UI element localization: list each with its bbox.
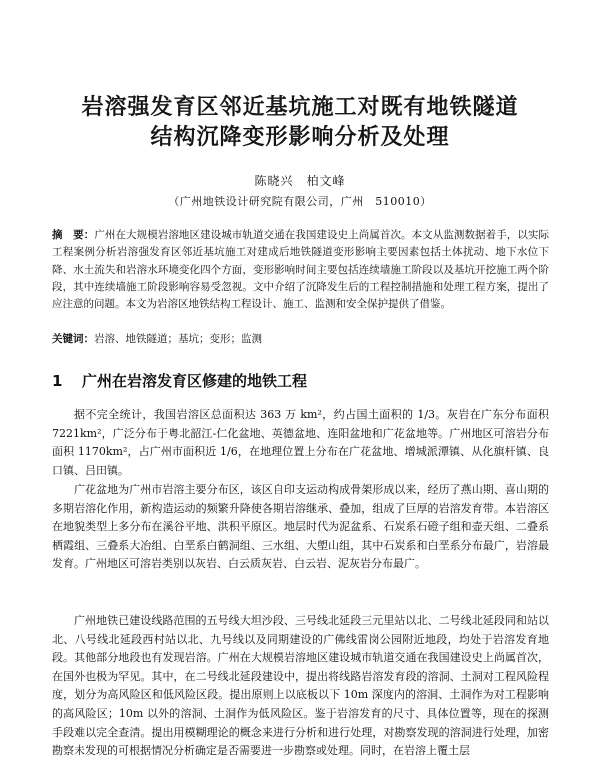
section-title: 广州在岩溶发育区修建的地铁工程 <box>82 372 308 390</box>
body-paragraph-2: 广花盆地为广州市岩溶主要分布区，该区自印支运动构成骨架形成以来，经历了燕山期、喜山期的多期岩溶化作用，新构造运动的频繁升降使各期岩溶继承、叠加，组成了巨厚的岩溶发育带。本岩溶区在地貌类型上多分布在溪谷平地、洪积平原区。地层时代为泥盆系、石炭系石磴子组和壶天组、二叠系栖霞组、三叠系大冶组、白垩系白鹤洞组、三水组、大塱山组，其中石炭系和白垩系分布最广，岩溶最发育。广州地区可溶岩类别以灰岩、白云质灰岩、白云岩、泥灰岩分布最广。 <box>52 483 549 571</box>
authors: 陈晓兴 柏文峰 <box>254 174 346 188</box>
abstract <box>52 227 549 313</box>
body-paragraph-1: 据不完全统计，我国岩溶区总面积达 363 万 km²，约占国土面积的 1/3。灰岩在广东分布面积 7221km²，广泛分布于粤北韶江-仁化盆地、英德盆地、连阳盆地和广花盆地等。广州地区可溶岩分布面积 1170km²，占广州市面积近 1/6，在地理位置上分布在广花盆地、增城派潭镇、从化旗杆镇、良口镇、吕田镇。 <box>52 408 549 477</box>
body-paragraph-3: 广州地铁已建设线路范围的五号线大坦沙段、三号线北延段三元里站以北、二号线北延段同和站以北、八号线北延段西村站以北、九号线以及同期建设的广佛线雷岗公园附近地段，均处于岩溶发育地段。其他部分地段也有发现岩溶。广州在大规模岩溶地区建设城市轨道交通在我国建设史上尚属首次，在国外也极为罕见。其中，在二号线北延段建设中，提出将线路岩溶发育段的溶洞、土洞对工程风险程度，划分为高风险区和低风险区段。提出原则上以底板以下 10m 深度内的溶洞、土洞作为对工程影响的高风险区；10m 以外的溶洞、土洞作为低风险区。鉴于岩溶发育的尺寸、具体位置等，现在的探测手段难以完全查清。提出用模糊理论的概念来进行分析和进行处理，对勘察发现的溶洞进行处理，加密勘察未发现的可根据情况分析确定是否需要进一步勘察或处理。同时，在岩溶上覆土层 <box>52 614 549 758</box>
paper-title-line2: 结构沉降变形影响分析及处理 <box>150 125 450 150</box>
abstract-label: 摘 要： <box>52 229 95 241</box>
keywords-label: 关键词： <box>52 333 94 345</box>
affiliation: （广州地铁设计研究院有限公司，广州 510010） <box>168 195 432 208</box>
paper-title-line1: 岩溶强发育区邻近基坑施工对既有地铁隧道 <box>81 95 519 120</box>
section-number: 1 <box>52 372 63 390</box>
section-heading <box>52 370 549 391</box>
keywords <box>52 331 549 348</box>
abstract-text: 广州在大规模岩溶地区建设城市轨道交通在我国建设史上尚属首次。本文从监测数据着手，以实际工程案例分析岩溶强发育区邻近基坑施工对建成后地铁隧道变形影响主要因素包括土体扰动、地下水位下降、水土流失和岩溶水环境变化四个方面，变形影响时间主要包括连续墙施工阶段以及基坑开挖施工两个阶段，其中连续墙施工阶段影响容易受忽视。文中介绍了沉降发生后的工程控制措施和处理工程方案，提出了应注意的问题。本文为岩溶区地铁结构工程设计、施工、监测和安全保护提供了借鉴。 <box>52 229 550 311</box>
keywords-text: 岩溶、地铁隧道；基坑；变形；监测 <box>94 333 262 345</box>
